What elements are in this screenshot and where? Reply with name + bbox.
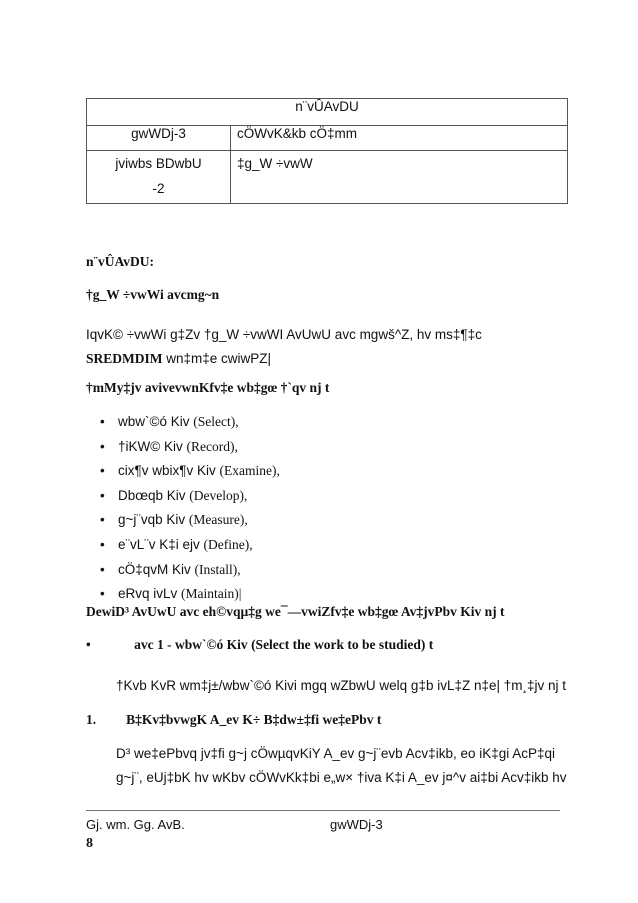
header-table: [86, 98, 568, 204]
paragraph-economic-line-2: g~j¨, eUj‡bK hv wKbv cÖWvKk‡bi e„w× †iva K‡i A_ev j¤^v ai‡bi Acv‡ikb hv: [116, 770, 567, 785]
bullet-icon: •: [100, 536, 105, 552]
list-item: • g~j¨vqb Kiv (Measure),: [100, 512, 248, 528]
list-item: • †iKW© Kiv (Record),: [100, 438, 238, 454]
bullet-icon: •: [100, 561, 105, 577]
list-item: • cix¶v wbix¶v Kiv (Examine),: [100, 463, 280, 479]
numbered-heading: 1. B‡Kv‡bvwgK A_ev K÷ B‡dw±‡fi we‡ePbv t: [86, 712, 382, 727]
paragraph-intro: IqvK© ÷vwWi g‡Zv †g_W ÷vwWI AvUwU avc mgwš^Z, hv ms‡¶‡c: [86, 327, 482, 342]
list-item: • Dbœqb Kiv (Develop),: [100, 487, 248, 503]
heading-steps-list: †mMy‡jv avivevwnKfv‡e wb‡gœ †`qv nj t: [86, 380, 330, 395]
bullet-icon: •: [100, 586, 105, 602]
table-title: n¨vÛAvDU: [87, 99, 568, 126]
unit-line-1: jviwbs BDwbU: [115, 156, 202, 171]
acronym-rest: wn‡m‡e cwiwPZ|: [162, 351, 272, 366]
unit-cell: [87, 151, 231, 204]
method-text: ‡g_W ÷vwW: [237, 156, 313, 171]
steps-list: [100, 414, 280, 611]
bullet-icon: •: [100, 463, 105, 479]
list-item: • wbw`©ó Kiv (Select),: [100, 414, 239, 429]
footer-divider: [86, 810, 560, 811]
paragraph-economic-line-1: D³ we‡ePbvq jv‡fi g~j cÖwµqvKiY A_ev g~j¨evb Acv‡ikb, eo iK‡gi AcP‡qi: [116, 746, 556, 761]
heading-steps-detail: DewiD³ AvUwU avc eh©vqµ‡g we¯—vwiZfv‡e wb‡gœ Av‡jvPbv Kiv nj t: [86, 604, 505, 619]
footer-center: gwWDj-3: [330, 817, 383, 832]
acronym: SREDMDIM: [86, 351, 163, 366]
bullet-icon: •: [100, 414, 105, 429]
module-cell: gwWDj-3: [87, 126, 231, 151]
page-number: 8: [86, 836, 93, 851]
method-cell: [231, 151, 568, 204]
number-marker: 1.: [86, 712, 97, 727]
step-1-heading: • avc 1 - wbw`©ó Kiv (Select the work to be studied) t: [86, 637, 434, 652]
paragraph-acronym: [86, 351, 271, 367]
paragraph-select: †Kvb KvR wm‡j±/wbw`©ó Kivi mgq wZbwU welq g‡b ivL‡Z n‡e| †m¸‡jv nj t: [116, 678, 567, 693]
list-item: • cÖ‡qvM Kiv (Install),: [100, 561, 241, 577]
bullet-icon: •: [100, 487, 105, 503]
footer-left: Gj. wm. Gg. AvB.: [86, 817, 185, 832]
unit-line-2: -2: [152, 181, 165, 196]
heading-handout: n¨vÛAvDU:: [86, 254, 154, 269]
bullet-icon: •: [100, 438, 105, 454]
bullet-icon: •: [100, 512, 105, 528]
list-item: • e¨vL¨v K‡i ejv (Define),: [100, 536, 253, 552]
heading-method-steps: †g_W ÷vwWi avcmg~n: [86, 287, 220, 302]
process-cell: cÖWvK&kb cÖ‡mm: [231, 126, 568, 151]
list-item: • eRvq ivLv (Maintain)|: [100, 586, 242, 602]
step-bullet-icon: •: [86, 637, 91, 652]
